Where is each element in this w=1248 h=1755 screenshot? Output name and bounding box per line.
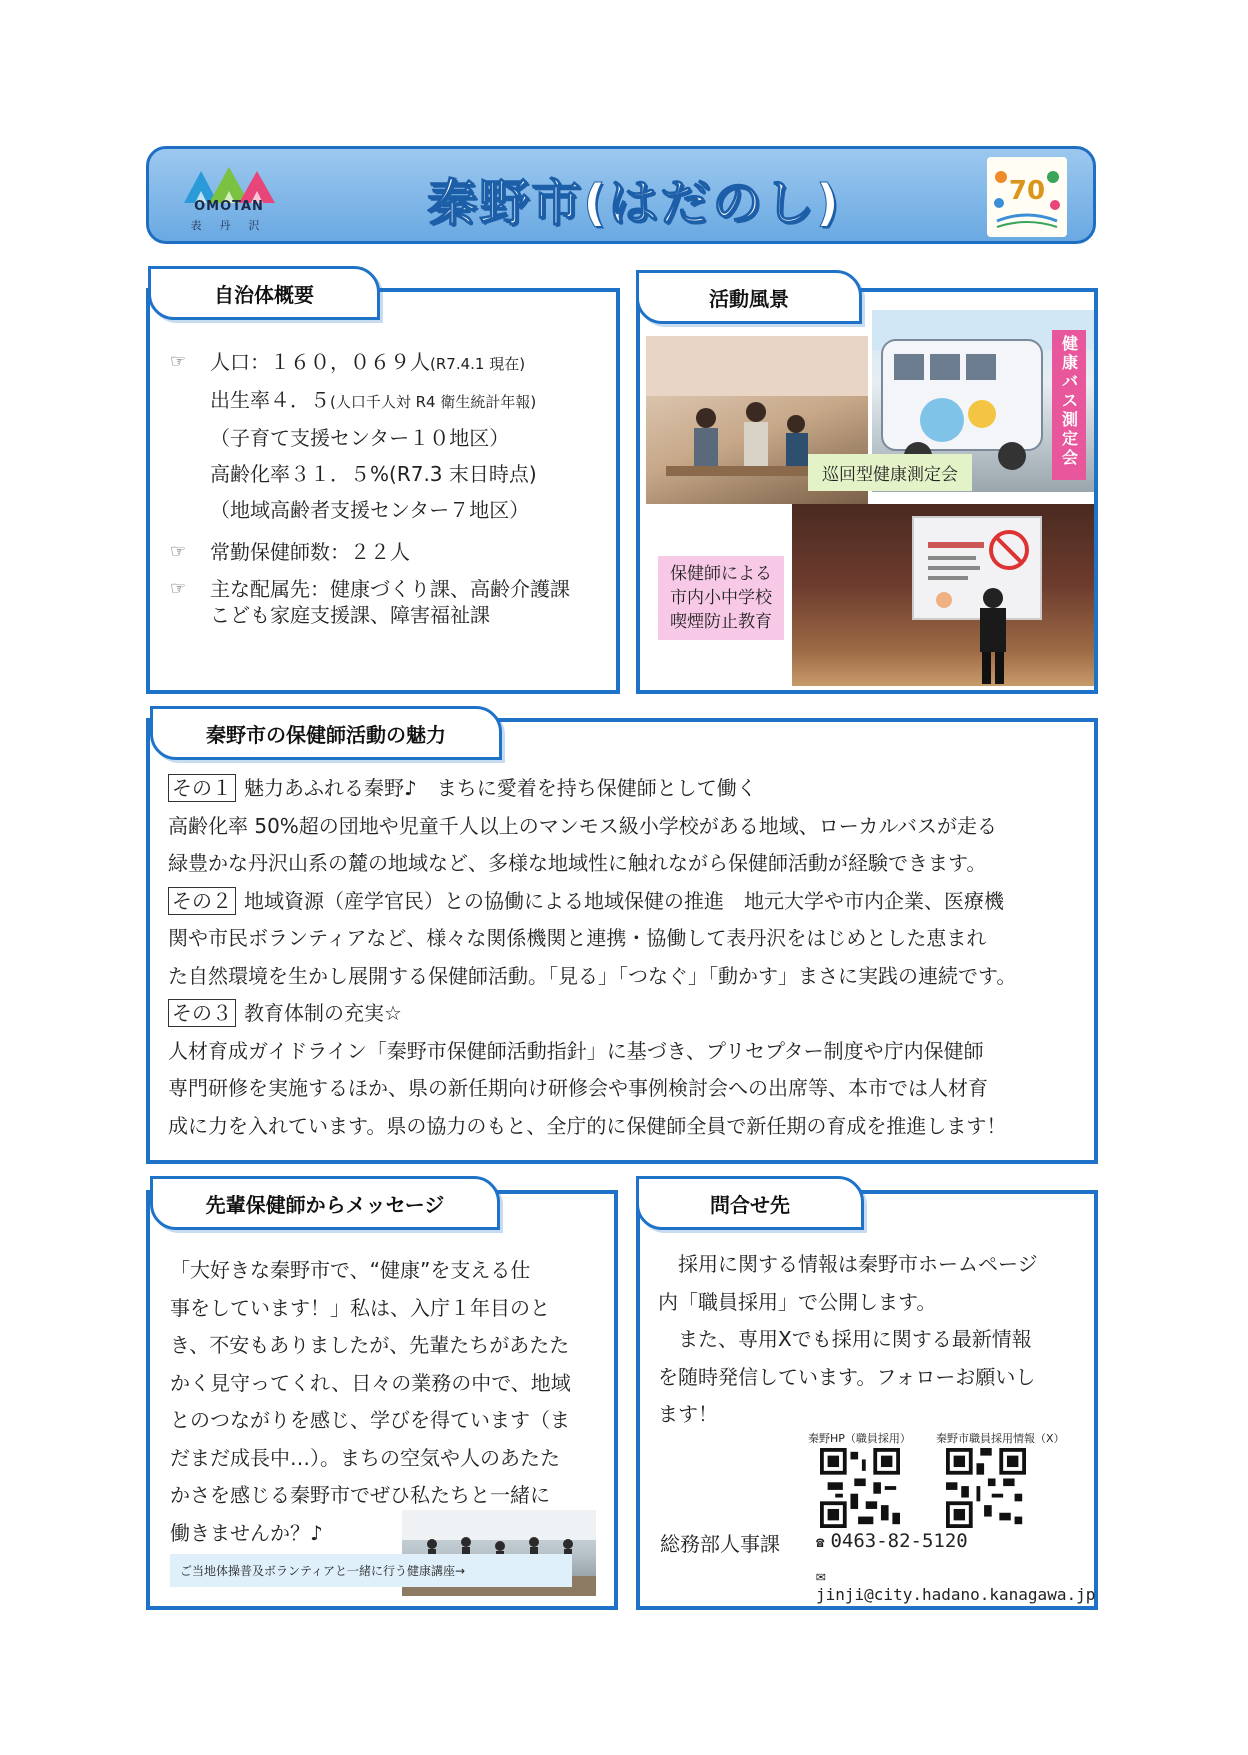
elderly-support-text: （地域高齢者支援センター７地区） (210, 498, 530, 522)
pointing-hand-icon: ☞ (170, 541, 187, 562)
message-body: 「大好きな秦野市で、“健康”を支える仕 事をしています！」私は、入庁１年目のと き、不安もありましたが、先輩たちがあたた かく見守ってくれ、日々の業務の中で、地域 とのつながりを感じ、学びを得ています（ま だまだ成長中…）。まちの空気や人のあたた かさを感じる秦野市でぜひ私たちと一緒に 働きませんか？♪ (170, 1258, 571, 1545)
omotan-logo-subtext: 表丹沢 (190, 219, 278, 232)
contact-tab: 問合せ先 (636, 1176, 864, 1230)
hadano-70th-anniversary-logo-icon (987, 157, 1067, 237)
point-1-line-b: 緑豊かな丹沢山系の麓の地域など、多様な地域性に触れながら保健師活動が経験できます。 (168, 851, 987, 875)
point-2-heading: 地域資源（産学官民）との協働による地域保健の推進 地元大学や市内企業、医療機 (244, 888, 1004, 913)
point-3-badge: その３ (168, 999, 236, 1027)
birth-rate-text: 出生率４．５ (210, 388, 330, 412)
phone-number[interactable]: 0463-82-5120 (830, 1530, 968, 1552)
overview-tab: 自治体概要 (148, 266, 380, 320)
message-panel (146, 1190, 618, 1610)
point-3-line-c: 成に力を入れています。県の協力のもと、全庁的に保健師全員で新任期の育成を推進します！ (168, 1113, 1007, 1138)
point-2-line-b: た自然環境を生かし展開する保健師活動。「見る」「つなぐ」「動かす」まさに実践の連続です。 (168, 963, 1017, 988)
activity-tab: 活動風景 (636, 270, 862, 324)
activity-panel (636, 288, 1098, 694)
appeal-panel (146, 718, 1098, 1164)
point-1-badge: その１ (168, 774, 236, 802)
departments-item (170, 576, 610, 628)
smoking-prevention-class-photo (792, 504, 1094, 686)
point-3-heading: 教育体制の充実☆ (244, 1001, 402, 1025)
appeal-tab: 秦野市の保健師活動の魅力 (150, 706, 502, 760)
departments-line-2: こども家庭支援課、障害福祉課 (210, 603, 490, 627)
contact-department: 総務部人事課 (660, 1532, 780, 1556)
point-2-line-a: 関や市民ボランティアなど、様々な関係機関と連携・協働して表丹沢をはじめとした恵まれ (168, 926, 987, 950)
phone-icon: ☎ (816, 1535, 825, 1551)
aging-rate-note: (R7.3 末日時点) (389, 462, 537, 486)
nurses-text: 常勤保健師数：２２人 (210, 540, 410, 564)
omotan-logo-text: OMOTAN (194, 199, 264, 214)
hp-qr-label: 秦野HP（職員採用） (808, 1432, 911, 1445)
page-title: 秦野市(はだのし) (427, 174, 841, 232)
page-header (146, 146, 1096, 244)
anniversary-number: 70 (1008, 176, 1046, 206)
contact-email[interactable] (816, 1566, 1095, 1604)
hp-qr-code-icon[interactable] (820, 1448, 900, 1528)
mobile-health-checkup-label: 巡回型健康測定会 (808, 454, 972, 491)
population-note: (R7.4.1 現在) (430, 355, 526, 373)
birth-rate-note: (人口千人対 R4 衛生統計年報) (330, 393, 537, 411)
x-qr-label: 秦野市職員採用情報（X） (936, 1432, 1065, 1445)
aging-rate-text: 高齢化率３１．５% (210, 462, 390, 486)
speaker-person-icon (968, 584, 1018, 684)
point-1-line-a: 高齢化率 50%超の団地や児童千人以上のマンモス級小学校がある地域、ローカルバスが走る (168, 813, 998, 838)
departments-line-1: 主な配属先：健康づくり課、高齢介護課 (210, 577, 570, 601)
mail-icon: ✉ (816, 1566, 826, 1585)
email-address[interactable]: jinji@city.hadano.kanagawa.jp (816, 1585, 1096, 1604)
point-1-heading: 魅力あふれる秦野♪ まちに愛着を持ち保健師として働く (244, 776, 757, 800)
health-bus-banner: 健康バス測定会 (1061, 334, 1078, 467)
contact-body: 採用に関する情報は秦野市ホームページ 内「職員採用」で公開します。 また、専用Xでも採用に関する最新情報 を随時発信しています。フォローお願いし ます！ (658, 1252, 1038, 1426)
appeal-body (168, 770, 1080, 1145)
exercise-class-caption: ご当地体操普及ボランティアと一緒に行う健康講座→ (170, 1554, 572, 1587)
overview-panel (146, 288, 620, 694)
pointing-hand-icon: ☞ (170, 351, 187, 372)
school-smoking-education-label: 保健師による 市内小中学校 喫煙防止教育 (658, 556, 784, 640)
population-item (170, 344, 610, 528)
message-tab: 先輩保健師からメッセージ (150, 1176, 500, 1230)
overview-list (170, 344, 610, 634)
nurses-item (170, 534, 610, 570)
population-text: 人口：１６０，０６９人 (210, 350, 430, 374)
x-qr-code-icon[interactable] (946, 1448, 1026, 1528)
point-3-line-b: 専門研修を実施するほか、県の新任期向け研修会や事例検討会への出席等、本市では人材育 (168, 1076, 988, 1100)
point-3-line-a: 人材育成ガイドライン「秦野市保健師活動指針」に基づき、プリセプター制度や庁内保健師 (168, 1038, 984, 1063)
contact-panel (636, 1190, 1098, 1610)
contact-phone[interactable] (816, 1530, 968, 1552)
pointing-hand-icon: ☞ (170, 578, 187, 599)
childcare-text: （子育て支援センター１０地区） (210, 426, 510, 450)
point-2-badge: その２ (168, 887, 236, 915)
